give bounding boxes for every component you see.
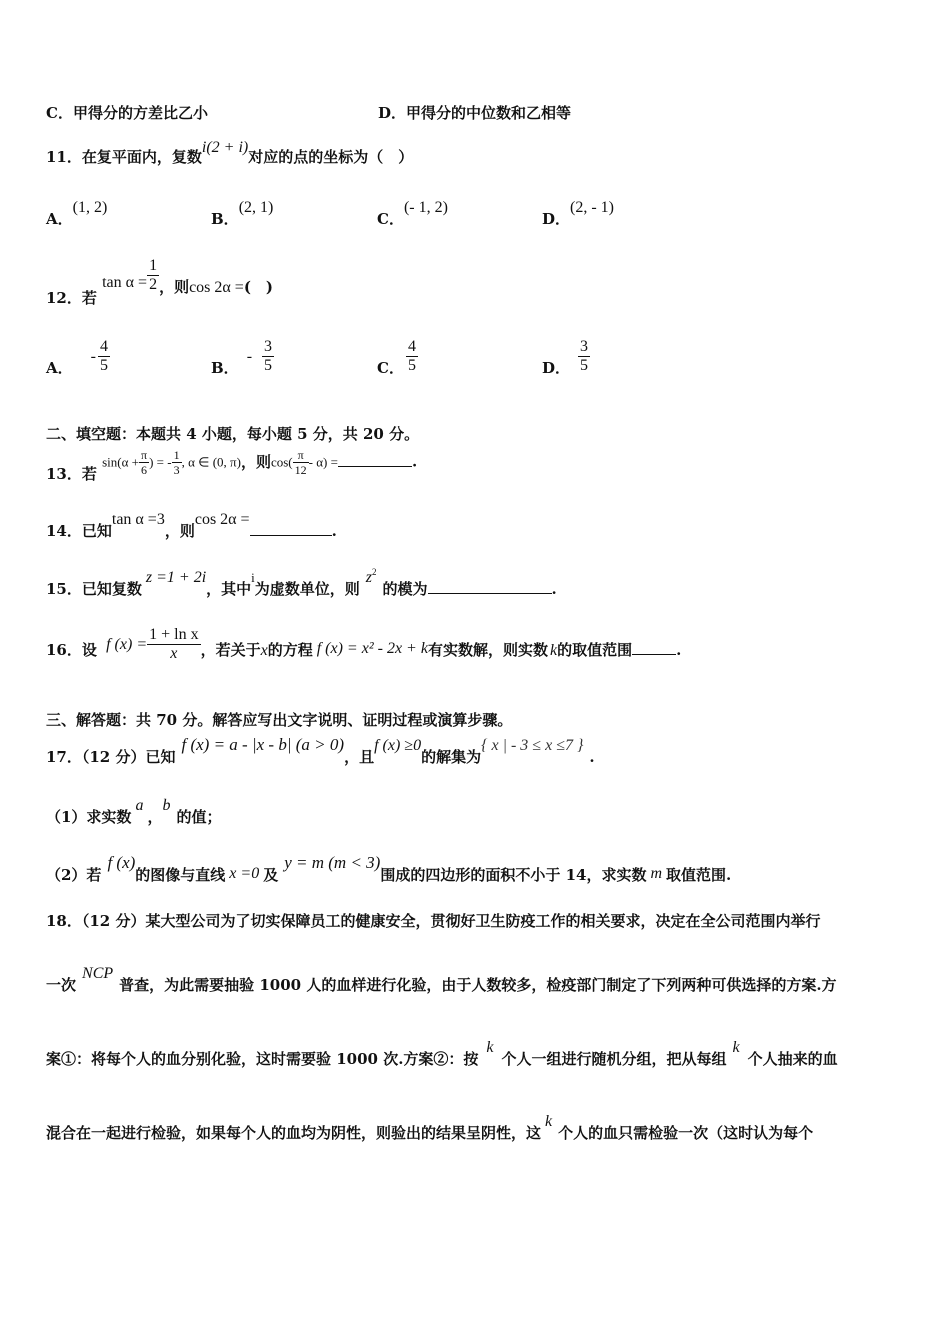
q11-suffix: 对应的点的坐标为（ ） xyxy=(248,148,414,166)
q12-fraction: $\frac{1}{2}$ xyxy=(149,257,158,293)
q17-part-2: （2）若f (x)的图像与直线 x =0 及y = m (m < 3)围成的四边形的面积不小于 14，求实数 m 取值范围. xyxy=(46,853,732,884)
q12-option-b: B．- $\frac{3}{5}$ xyxy=(211,338,273,377)
q12-option-a-fraction: $\frac{4}{5}$ xyxy=(99,338,108,374)
q11-option-d-value: (2, - 1) xyxy=(570,199,614,216)
question-18-line-4: 混合在一起进行检验，如果每个人的血均为阴性，则验出的结果呈阴性，这k个人的血只需检验一次（这时认为每个 xyxy=(46,1113,814,1142)
q16-fraction: $\frac{\text{1 + ln x}}{x}$ xyxy=(149,626,199,662)
q11-option-c: C．(- 1, 2) xyxy=(377,199,448,228)
q12-option-d-fraction: $\frac{3}{5}$ xyxy=(580,338,589,374)
q16-answer-blank xyxy=(632,640,676,655)
q12-option-b-fraction: $\frac{3}{5}$ xyxy=(264,338,273,374)
q17-solution-set: { x | - 3 ≤ x ≤7 } xyxy=(481,737,584,754)
q11-option-a: A．(1, 2) xyxy=(46,199,108,228)
question-17: 17．（12 分）已知f (x) = a - |x - b| (a > 0)，且f (x) ≥0的解集为{ x | - 3 ≤ x ≤7 }. xyxy=(46,735,595,766)
q10-option-d: D．甲得分的中位数和乙相等 xyxy=(378,104,572,122)
q16-prefix: 16．设 xyxy=(46,640,97,659)
q11-option-b: B．(2, 1) xyxy=(211,199,274,228)
q11-option-d: D．(2, - 1) xyxy=(542,199,614,228)
q12-prefix: 12．若 xyxy=(46,288,97,307)
section-2-heading: 二、填空题：本题共 4 小题，每小题 5 分，共 20 分。 xyxy=(46,425,420,443)
q17-expr1: f (x) = a - |x - b| (a > 0) xyxy=(181,735,345,754)
question-18-line-3: 案①：将每个人的血分别化验，这时需要验 1000 次.方案②：按k个人一组进行随机分组，把从每组k个人抽来的血 xyxy=(46,1039,838,1068)
q12-lhs: tan α = xyxy=(102,273,148,291)
question-15: 15．已知复数z =1 + 2i，其中i为虚数单位，则$z^2$的模为 . xyxy=(46,567,557,598)
q12-mid: ，则 xyxy=(159,277,190,296)
q12-option-c: C． $\frac{4}{5}$ xyxy=(377,338,416,377)
q13-answer-blank xyxy=(338,452,412,467)
q16-fx: f (x) = xyxy=(106,635,148,653)
q14-expr1: tan α =3 xyxy=(111,511,165,528)
q15-prefix: 15．已知复数 xyxy=(46,580,142,598)
question-12 xyxy=(46,254,274,307)
q12-option-a: A．- $\frac{4}{5}$ xyxy=(46,338,108,377)
q14-expr2: cos 2α = xyxy=(194,511,250,528)
q11-option-a-value: (1, 2) xyxy=(72,199,108,216)
q17-part-1: （1）求实数a，b的值； xyxy=(46,797,222,826)
question-16: 16．设 f (x) = $\frac{\text{1 + ln x}}{x}$ ，若关于x的方程 f (x) = x² - 2x + k有实数解，则实数 k的取值范围 . xyxy=(46,626,682,662)
q12-expr: cos 2α = xyxy=(189,278,244,296)
q11-expr: i(2 + i) xyxy=(201,139,249,156)
q12-option-c-fraction: $\frac{4}{5}$ xyxy=(407,338,416,374)
q16-equation: f (x) = x² - 2x + k xyxy=(316,639,428,657)
question-14: 14．已知tan α =3，则cos 2α =. xyxy=(46,511,337,540)
q12-suffix: ( ) xyxy=(243,277,274,296)
q11-prefix: 11．在复平面内，复数 xyxy=(46,148,202,166)
q14-answer-blank xyxy=(250,521,332,536)
q11-option-b-value: (2, 1) xyxy=(238,199,274,216)
q12-option-d: D． $\frac{3}{5}$ xyxy=(542,338,589,377)
q17-prefix: 17．（12 分）已知 xyxy=(46,748,176,766)
q11-option-c-value: (- 1, 2) xyxy=(403,199,448,216)
question-18-line-1: 18．（12 分）某大型公司为了切实保障员工的健康安全，贯彻好卫生防疫工作的相关要求，决定在全公司范围内举行 xyxy=(46,912,821,930)
q14-prefix: 14．已知 xyxy=(46,522,112,540)
q15-answer-blank xyxy=(428,579,552,594)
q10-option-c: C．甲得分的方差比乙小 xyxy=(46,104,208,122)
question-13: 13．若 sin(α + $\frac{\pi}{6}$ ) = - $\frac{1}{3}$ , α ∈ (0, π)，则cos( $\frac{\pi}{12}$ - α) = . xyxy=(46,448,418,483)
q15-expr1: z =1 + 2i xyxy=(145,569,207,586)
question-11 xyxy=(46,139,414,167)
question-18-line-2: 一次NCP普查，为此需要抽验 1000 人的血样进行化验，由于人数较多，检疫部门制定了下列两种可供选择的方案.方 xyxy=(46,965,837,994)
section-3-heading: 三、解答题：共 70 分。解答应写出文字说明、证明过程或演算步骤。 xyxy=(46,711,513,729)
q13-prefix: 13．若 xyxy=(46,464,97,483)
q17-expr2: f (x) ≥0 xyxy=(374,737,422,754)
